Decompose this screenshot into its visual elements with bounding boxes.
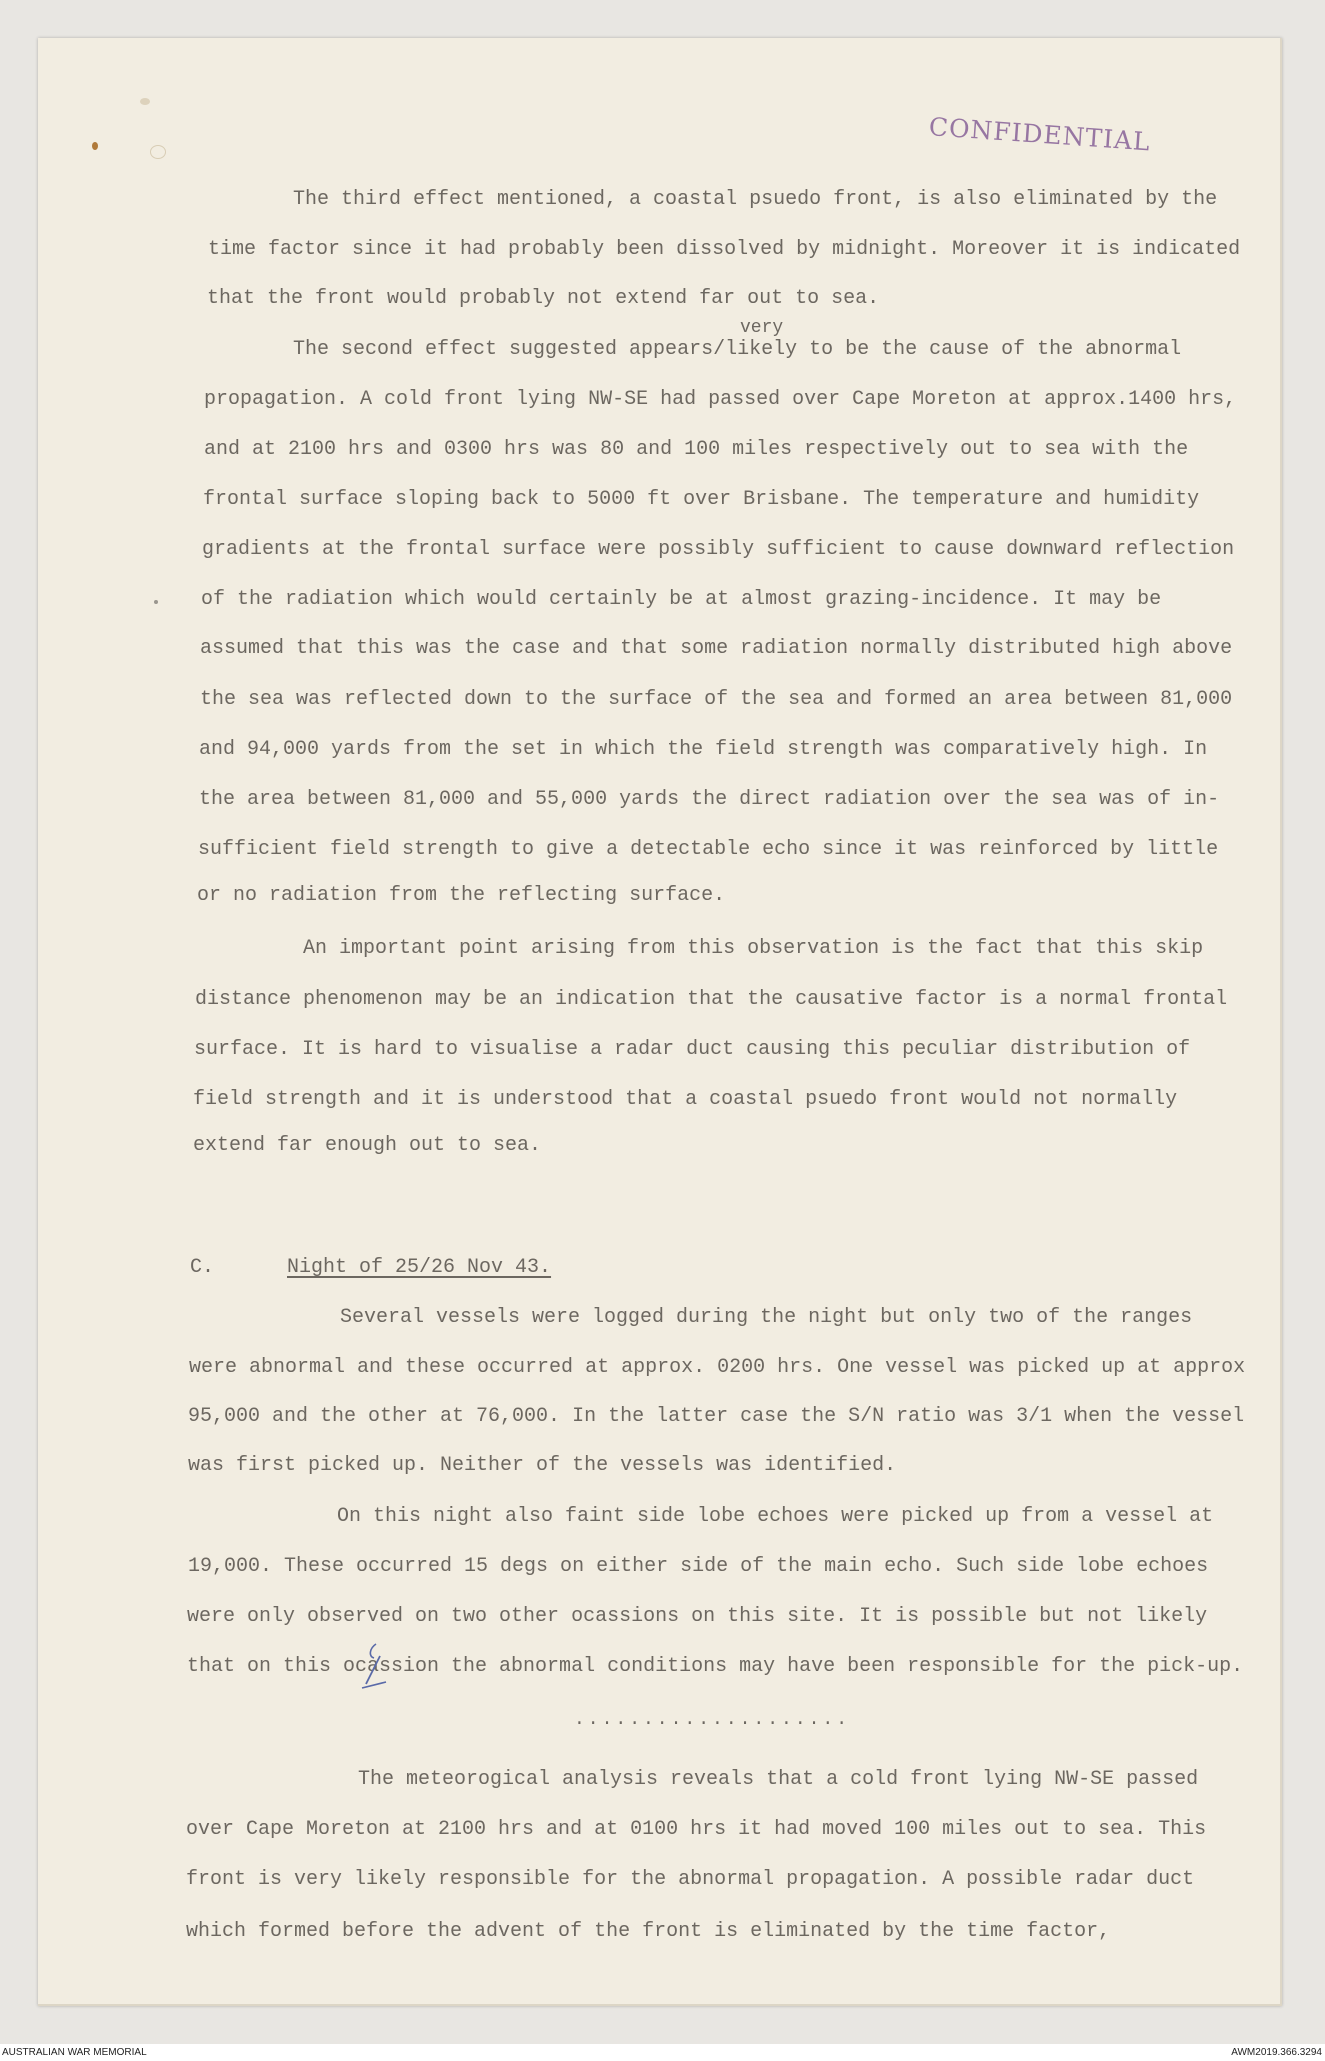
paragraph-2-line-10: the area between 81,000 and 55,000 yards the direct radiation over the sea was of in- — [199, 788, 1220, 811]
paragraph-4-line-3: 95,000 and the other at 76,000. In the latter case the S/N ratio was 3/1 when the vessel — [188, 1405, 1245, 1428]
paragraph-4-line-2: were abnormal and these occurred at approx. 0200 hrs. One vessel was picked up at approx — [189, 1356, 1246, 1379]
paragraph-6-line-1: The meteorogical analysis reveals that a cold front lying NW-SE passed — [358, 1768, 1199, 1791]
section-number: C. — [190, 1256, 215, 1279]
paragraph-4-line-4: was first picked up. Neither of the vessels was identified. — [188, 1454, 897, 1477]
ink-dot — [154, 600, 158, 604]
footer-accession-number: AWM2019.366.3294 — [1231, 2047, 1322, 2058]
paragraph-3-line-3: surface. It is hard to visualise a radar duct causing this peculiar distribution of — [194, 1038, 1191, 1061]
paragraph-3-line-2: distance phenomenon may be an indication that the causative factor is a normal frontal — [195, 988, 1228, 1011]
paragraph-5-line-4: that on this ocassion the abnormal conditions may have been responsible for the pick-up. — [187, 1655, 1244, 1678]
paragraph-6-line-2: over Cape Moreton at 2100 hrs and at 0100 hrs it had moved 100 miles out to sea. This — [186, 1818, 1207, 1841]
confidential-stamp: CONFIDENTIAL — [927, 112, 1152, 157]
stain-mark — [92, 142, 98, 150]
paragraph-1-line-1: The third effect mentioned, a coastal psuedo front, is also eliminated by the — [293, 188, 1218, 211]
paragraph-2-line-11: sufficient field strength to give a detectable echo since it was reinforced by little — [198, 838, 1219, 861]
paragraph-3-line-5: extend far enough out to sea. — [193, 1134, 542, 1157]
paragraph-3-line-4: field strength and it is understood that a coastal psuedo front would not normally — [193, 1088, 1178, 1111]
paragraph-2-line-5: gradients at the frontal surface were possibly sufficient to cause downward reflection — [202, 538, 1235, 561]
paragraph-2-line-8: the sea was reflected down to the surface of the sea and formed an area between 81,000 — [200, 688, 1233, 711]
paragraph-2-line-4: frontal surface sloping back to 5000 ft over Brisbane. The temperature and humidity — [203, 488, 1200, 511]
paragraph-3-line-1: An important point arising from this observation is the fact that this skip — [303, 937, 1204, 960]
stain-mark — [140, 98, 150, 105]
paragraph-2-line-7: assumed that this was the case and that some radiation normally distributed high above — [200, 637, 1233, 660]
pencil-annotation-mark — [356, 1638, 390, 1698]
paragraph-2-line-2: propagation. A cold front lying NW-SE had passed over Cape Moreton at approx.1400 hrs, — [204, 388, 1237, 411]
handwritten-insert-word: very — [740, 318, 784, 338]
paragraph-1-line-2: time factor since it had probably been dissolved by midnight. Moreover it is indicated — [208, 238, 1241, 261]
paragraph-6-line-4: which formed before the advent of the front is eliminated by the time factor, — [186, 1920, 1111, 1943]
paragraph-5-line-2: 19,000. These occurred 15 degs on either side of the main echo. Such side lobe echoes — [188, 1555, 1209, 1578]
paragraph-2-line-1: The second effect suggested appears/likely to be the cause of the abnormal — [293, 338, 1182, 361]
paragraph-1-line-3: that the front would probably not extend far out to sea. — [207, 287, 880, 310]
section-title: Night of 25/26 Nov 43. — [287, 1256, 552, 1279]
stain-mark — [150, 145, 166, 159]
footer-institution: AUSTRALIAN WAR MEMORIAL — [2, 2047, 147, 2058]
paragraph-5-line-3: were only observed on two other ocassions on this site. It is possible but not likely — [187, 1605, 1208, 1628]
dotted-separator: .................... — [574, 1710, 851, 1730]
paragraph-5-line-1: On this night also faint side lobe echoes were picked up from a vessel at — [337, 1505, 1214, 1528]
paragraph-6-line-3: front is very likely responsible for the abnormal propagation. A possible radar duct — [186, 1868, 1195, 1891]
paragraph-2-line-9: and 94,000 yards from the set in which the field strength was comparatively high. In — [199, 738, 1208, 761]
paragraph-2-line-12: or no radiation from the reflecting surface. — [197, 884, 726, 907]
paragraph-2-line-6: of the radiation which would certainly be at almost grazing-incidence. It may be — [201, 588, 1162, 611]
paragraph-4-line-1: Several vessels were logged during the night but only two of the ranges — [340, 1306, 1193, 1329]
paragraph-2-line-3: and at 2100 hrs and 0300 hrs was 80 and 100 miles respectively out to sea with the — [204, 438, 1189, 461]
